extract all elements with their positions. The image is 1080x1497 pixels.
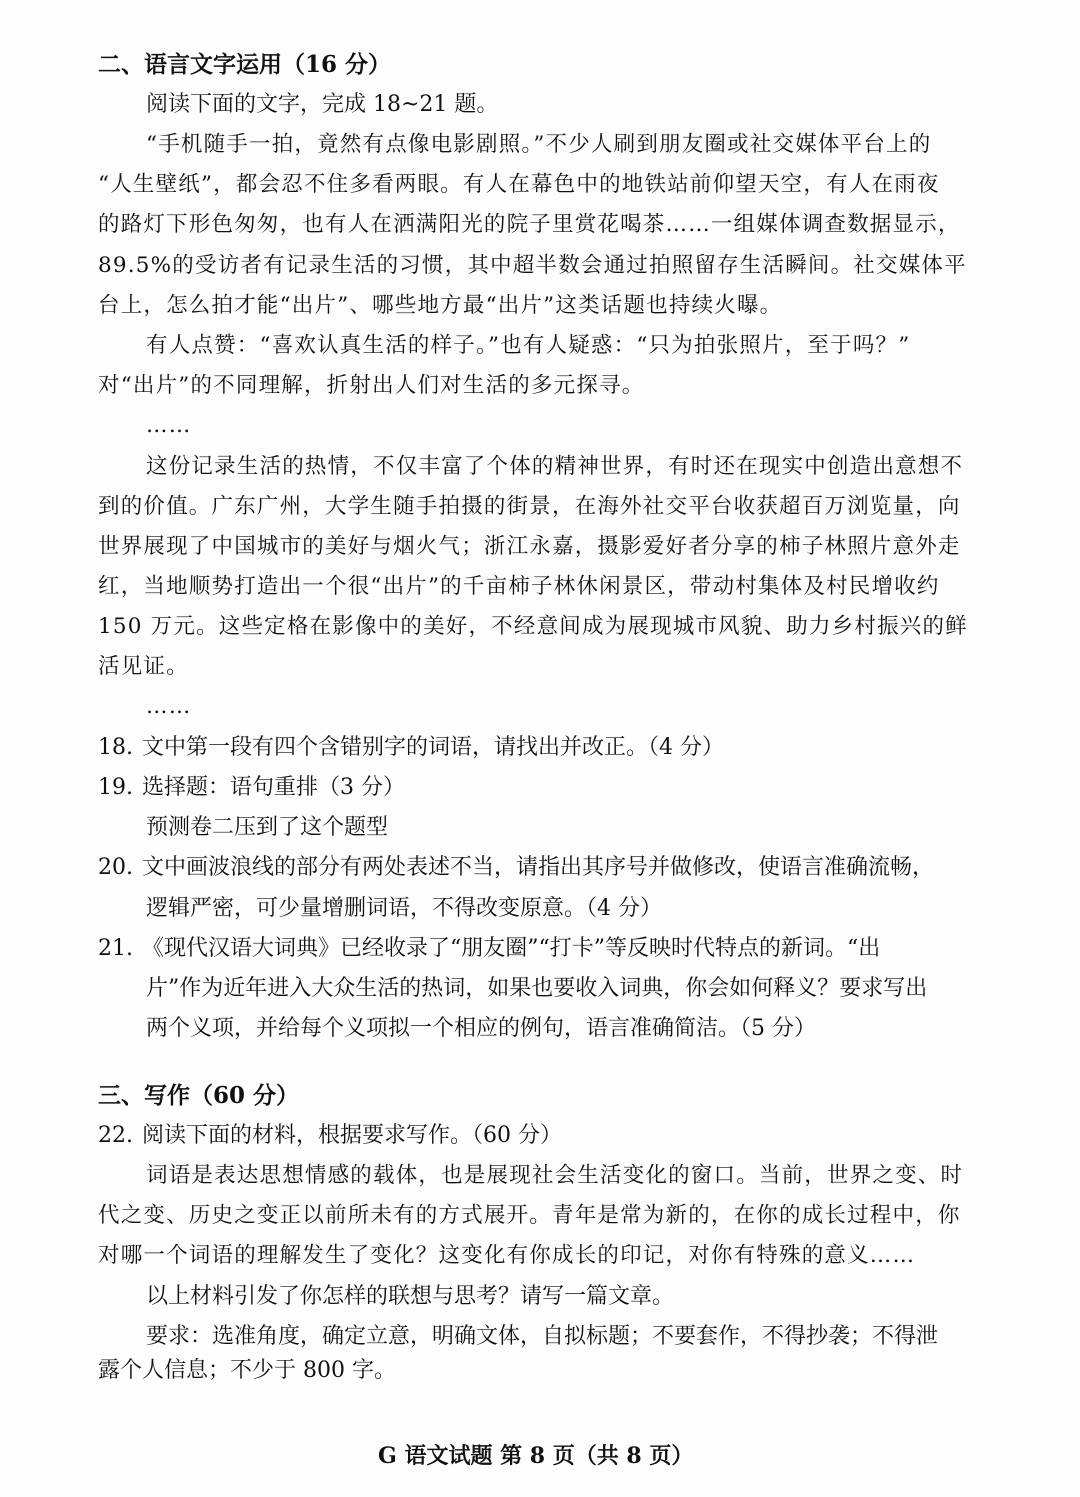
passage-line: 的路灯下形色匆匆，也有人在洒满阳光的院子里赏花喝茶……一组媒体调查数据显示， <box>98 212 961 237</box>
ellipsis: …… <box>146 413 192 438</box>
question-text: 选择题：语句重排（3 分） <box>142 775 405 800</box>
passage-line: 世界展现了中国城市的美好与烟火气；浙江永嘉，摄影爱好者分享的柿子林照片意外走 <box>98 534 961 559</box>
question-text: 阅读下面的材料，根据要求写作。（60 分） <box>142 1123 562 1148</box>
requirements-line: 要求：选准角度，确定立意，明确文体，自拟标题；不要套作，不得抄袭；不得泄 <box>146 1324 939 1349</box>
question-20 <box>98 853 934 883</box>
question-text-continued: 两个义项，并给每个义项拟一个相应的例句，语言准确简洁。（5 分） <box>146 1016 816 1041</box>
passage-line: 这份记录生活的热情，不仅丰富了个体的精神世界，有时还在现实中创造出意想不 <box>146 454 964 479</box>
question-number: 20. <box>98 855 133 880</box>
requirements-line: 露个人信息；不少于 800 字。 <box>98 1358 396 1383</box>
material-line: 词语是表达思想情感的载体，也是展现社会生活变化的窗口。当前，世界之变、时 <box>146 1163 964 1188</box>
ellipsis: …… <box>146 694 192 719</box>
question-number: 18. <box>98 735 133 760</box>
passage-line: 到的价值。广东广州，大学生随手拍摄的街景，在海外社交平台收获超百万浏览量，向 <box>98 494 961 519</box>
passage-line: “手机随手一拍，竟然有点像电影剧照。”不少人刷到朋友圈或社交媒体平台上的 <box>146 132 932 157</box>
question-18 <box>98 733 724 763</box>
material-line: 代之变、历史之变正以前所未有的方式展开。青年是常为新的，在你的成长过程中，你 <box>98 1203 961 1228</box>
question-text: 文中第一段有四个含错别字的词语，请找出并改正。（4 分） <box>142 735 724 760</box>
passage-line: 活见证。 <box>98 654 189 679</box>
question-text-continued: 逻辑严密，可少量增删词语，不得改变原意。（4 分） <box>146 896 662 921</box>
question-text: 《现代汉语大词典》已经收录了“朋友圈”“打卡”等反映时代特点的新词。“出 <box>142 936 881 961</box>
passage-line: 89.5%的受访者有记录生活的习惯，其中超半数会通过拍照留存生活瞬间。社交媒体平 <box>98 253 967 278</box>
passage-line: “人生壁纸”，都会忍不住多看两眼。有人在幕色中的地铁站前仰望天空，有人在雨夜 <box>98 172 940 197</box>
passage-line: 对“出片”的不同理解，折射出人们对生活的多元探寻。 <box>98 373 645 398</box>
section-2-heading: 二、语言文字运用（16 分） <box>98 51 392 78</box>
question-22 <box>98 1121 562 1151</box>
section-3-heading: 三、写作（60 分） <box>98 1082 300 1109</box>
question-number: 21. <box>98 936 133 961</box>
question-number: 22. <box>98 1123 133 1148</box>
passage-line: 150 万元。这些定格在影像中的美好，不经意间成为展现城市风貌、助力乡村振兴的鲜 <box>98 614 968 639</box>
question-21 <box>98 934 880 964</box>
material-line: 对哪一个词语的理解发生了变化？这变化有你成长的印记，对你有特殊的意义…… <box>98 1243 916 1268</box>
question-text-continued: 片”作为近年进入大众生活的热词，如果也要收入词典，你会如何释义？要求写出 <box>146 976 928 1001</box>
question-text: 文中画波浪线的部分有两处表述不当，请指出其序号并做修改，使语言准确流畅， <box>142 855 935 880</box>
passage-line: 台上，怎么拍才能“出片”、哪些地方最“出片”这类话题也持续火曝。 <box>98 293 783 318</box>
passage-line: 有人点赞：“喜欢认真生活的样子。”也有人疑惑：“只为拍张照片，至于吗？” <box>146 333 911 358</box>
question-number: 19. <box>98 775 133 800</box>
page-footer: G 语文试题 第 8 页（共 8 页） <box>378 1443 694 1469</box>
question-19 <box>98 773 405 803</box>
passage-line: 红，当地顺势打造出一个很“出片”的千亩柿子林休闲景区，带动村集体及村民增收约 <box>98 574 940 599</box>
question-19-note: 预测卷二压到了这个题型 <box>146 815 389 840</box>
writing-task: 以上材料引发了你怎样的联想与思考？请写一篇文章。 <box>146 1284 675 1309</box>
reading-instruction: 阅读下面的文字，完成 18~21 题。 <box>146 92 499 117</box>
